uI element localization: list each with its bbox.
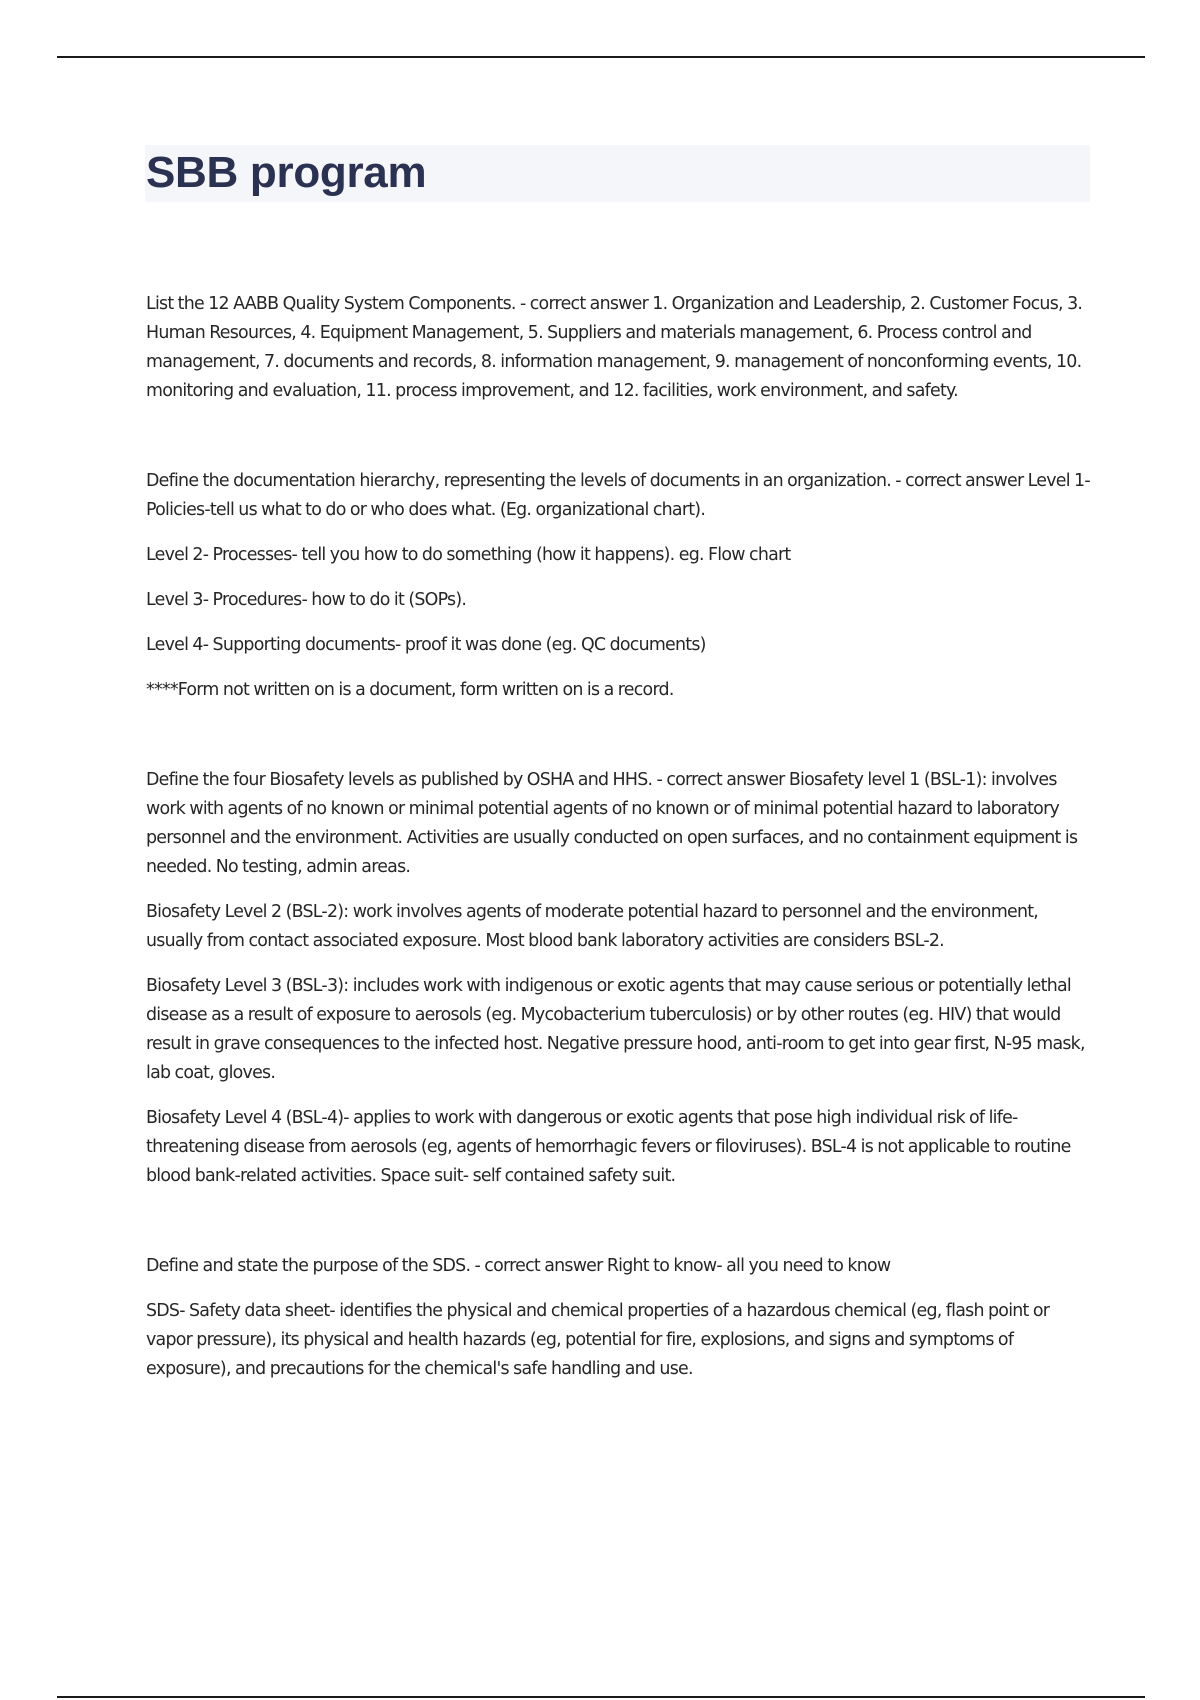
paragraph: ****Form not written on is a document, form written on is a record.: [146, 680, 674, 700]
qa-biosafety-levels: [146, 766, 1091, 1191]
qa-documentation-hierarchy: [146, 467, 1091, 705]
paragraph: Biosafety Level 3 (BSL-3): includes work with indigenous or exotic agents that may cause serious or potentially lethal disease as a result of exposure to aerosols (eg. Mycobacterium tuberculosis) or by other routes (eg. HIV) that would result in grave consequences to the infected host. Negative pressure hood, anti-room to get into gear first, N-95 mask, lab coat, gloves.: [146, 976, 1085, 1083]
paragraph: Level 4- Supporting documents- proof it was done (eg. QC documents): [146, 635, 706, 655]
document-body: [146, 290, 1091, 1384]
bottom-horizontal-rule: [57, 1696, 1145, 1698]
paragraph: List the 12 AABB Quality System Components. - correct answer 1. Organization and Leadership, 2. Customer Focus, 3. Human Resources, 4. Equipment Management, 5. Suppliers and materials management, 6. Process control and management, 7. documents and records, 8. information management, 9. management of nonconforming events, 10. monitoring and evaluation, 11. process improvement, and 12. facilities, work environment, and safety.: [146, 294, 1083, 401]
paragraph: Define the four Biosafety levels as published by OSHA and HHS. - correct answer Biosafety level 1 (BSL-1): involves work with agents of no known or minimal potential agents of no known or of minimal potential hazard to laboratory personnel and the environment. Activities are usually conducted on open surfaces, and no containment equipment is needed. No testing, admin areas.: [146, 770, 1078, 877]
paragraph: Level 3- Procedures- how to do it (SOPs).: [146, 590, 467, 610]
paragraph: Level 2- Processes- tell you how to do something (how it happens). eg. Flow chart: [146, 545, 791, 565]
paragraph: Biosafety Level 4 (BSL-4)- applies to work with dangerous or exotic agents that pose high individual risk of life-threatening disease from aerosols (eg, agents of hemorrhagic fevers or filoviruses). BSL-4 is not applicable to routine blood bank-related activities. Space suit- self contained safety suit.: [146, 1108, 1071, 1186]
paragraph: Define the documentation hierarchy, representing the levels of documents in an organization. - correct answer Level 1- Policies-tell us what to do or who does what. (Eg. organizational chart).: [146, 471, 1090, 520]
document-title: SBB program: [146, 148, 427, 197]
paragraph: Biosafety Level 2 (BSL-2): work involves agents of moderate potential hazard to personnel and the environment, usually from contact associated exposure. Most blood bank laboratory activities are considers BSL-2.: [146, 902, 1039, 951]
top-horizontal-rule: [57, 56, 1145, 58]
paragraph: SDS- Safety data sheet- identifies the physical and chemical properties of a hazardous chemical (eg, flash point or vapor pressure), its physical and health hazards (eg, potential for fire, explosions, and signs and symptoms of exposure), and precautions for the chemical's safe handling and use.: [146, 1301, 1050, 1379]
qa-aabb-quality-components: [146, 290, 1091, 406]
paragraph: Define and state the purpose of the SDS. - correct answer Right to know- all you need to know: [146, 1256, 891, 1276]
qa-sds-purpose: [146, 1252, 1091, 1384]
